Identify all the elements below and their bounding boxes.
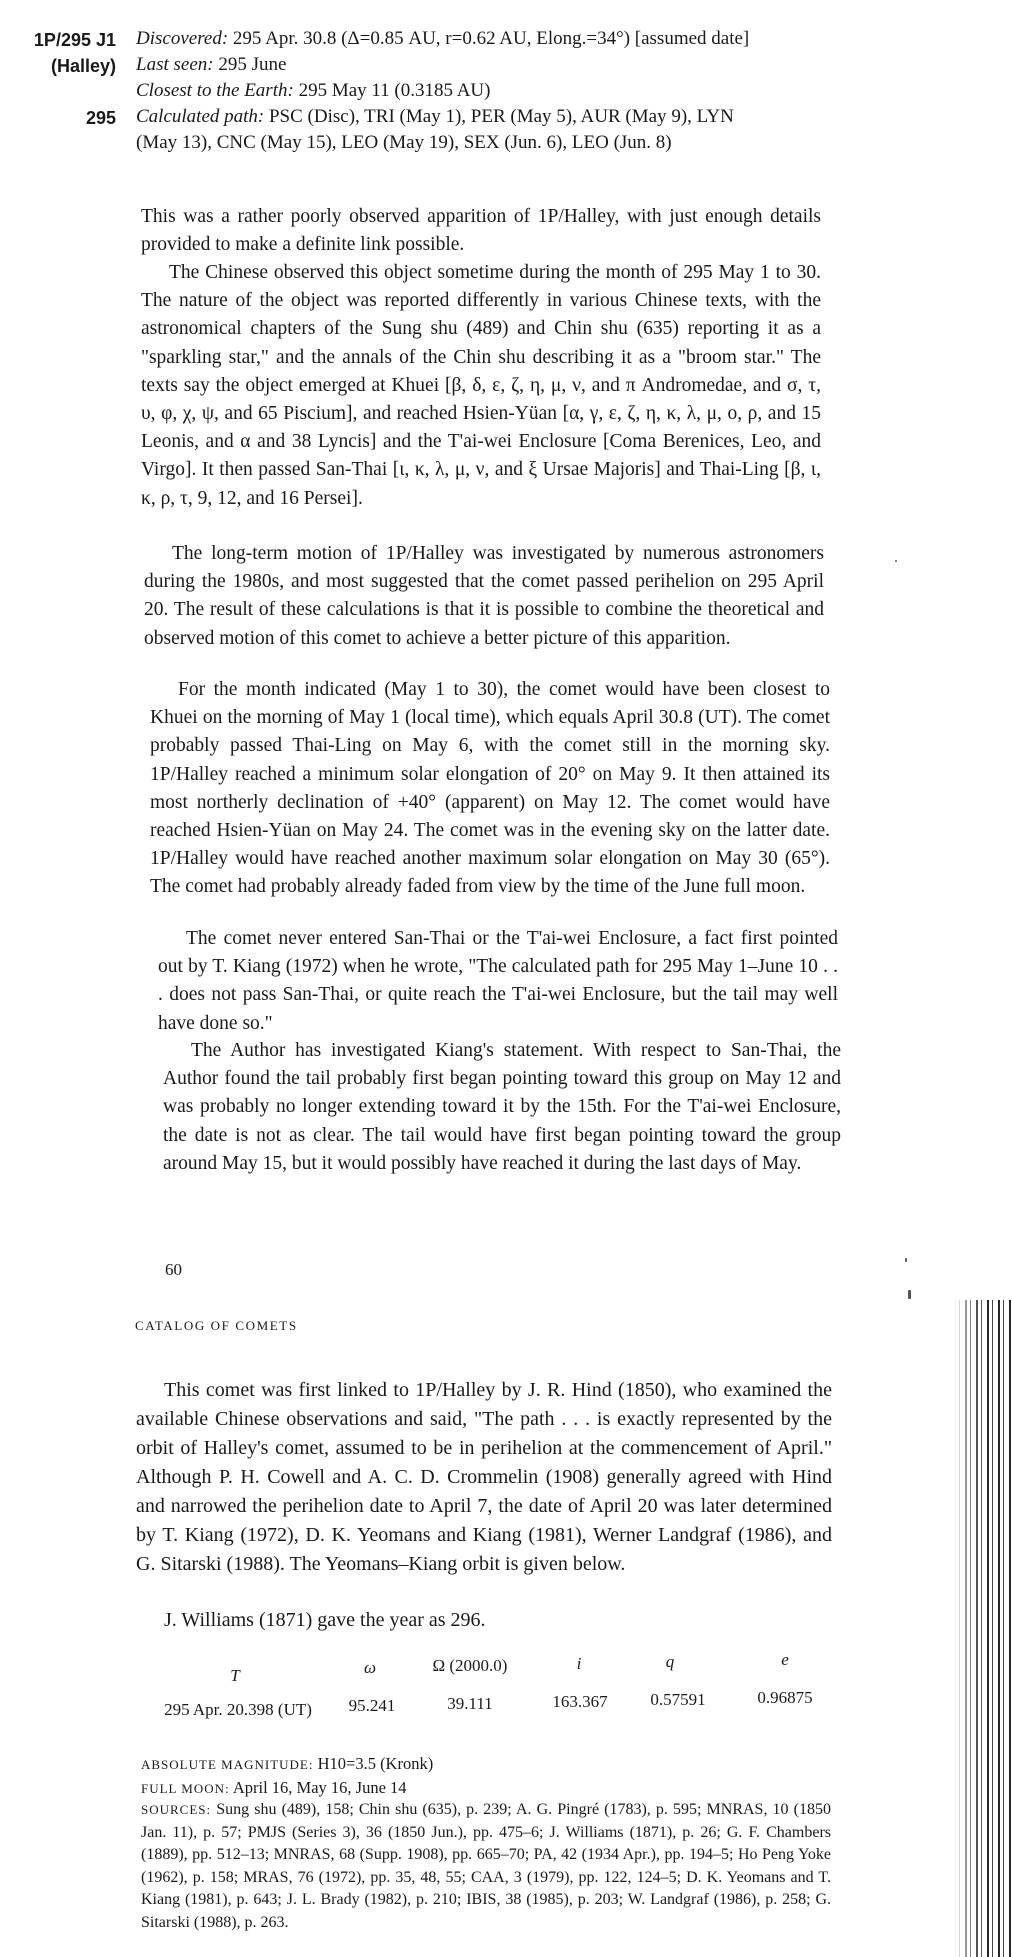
header-value: 295 Apr. 30.8 (Δ=0.85 AU, r=0.62 AU, Elong.=34°) [assumed date] — [228, 28, 750, 49]
comet-designation: 1P/295 J1 — [33, 30, 116, 50]
orbit-value: 163.367 — [552, 1692, 608, 1711]
note-value: April 16, May 16, June 14 — [229, 1778, 407, 1797]
full-moon — [141, 1776, 841, 1800]
comet-header — [0, 26, 960, 153]
note-value: Sung shu (489), 158; Chin shu (635), p. 239; A. G. Pingré (1783), p. 595; MNRAS, 10 (1850 Jan. 11), p. 57; PMJS (Series 3), 36 (1850 Jun.), pp. 475–6; J. Williams (1871), p. 26; G. F. Chambers (1889), pp. 512–13; MNRAS, 68 (Supp. 1908), pp. 665–70; PA, 42 (1934 Apr.), pp. 194–5; Ho Peng Yoke (1962), p. 158; MRAS, 76 (1972), pp. 35, 48, 55; CAA, 3 (1979), pp. 122, 124–5; D. K. Yeomans and T. Kiang (1981), p. 643; J. L. Brady (1982), p. 210; IBIS, 38 (1985), p. 203; W. Landgraf (1986), p. 258; G. Sitarski (1988), p. 263. — [141, 1801, 831, 1931]
header-discovered — [136, 26, 749, 52]
scan-speck — [895, 560, 897, 562]
header-label: Last seen: — [136, 54, 214, 75]
page-number: 60 — [165, 1260, 182, 1279]
comet-year: 295 — [85, 108, 116, 128]
header-label: Closest to the Earth: — [136, 80, 294, 101]
scan-edge-fade — [954, 1300, 1012, 1957]
note-label: SOURCES: — [141, 1802, 212, 1817]
header-value: 295 May 11 (0.3185 AU) — [293, 80, 491, 101]
body-paragraph: The comet never entered San-Thai or the T'ai-wei Enclosure, a fact first pointed out by T. Kiang (1972) when he wrote, "The calculated path for 295 May 1–June 10 . . . does not pass San-Thai, or quite reach the T'ai-wei Enclosure, but the tail may well have done so." — [158, 928, 838, 1034]
header-path-cont — [136, 130, 672, 156]
note-label: ABSOLUTE MAGNITUDE: — [141, 1757, 314, 1772]
header-value: PSC (Disc), TRI (May 1), PER (May 5), AUR (May 9), LYN — [264, 106, 734, 127]
body-paragraph: The Chinese observed this object sometime during the month of 295 May 1 to 30. The nature of the object was reported differently in various Chinese texts, with the astronomical chapters of the Sung shu (489) and Chin shu (635) reporting it as a "sparkling star," and the annals of the Chin shu describing it as a "broom star." The texts say the object emerged at Khuei [β, δ, ε, ζ, η, μ, ν, and π Andromedae, and σ, τ, υ, φ, χ, ψ, and 65 Piscium], and reached Hsien-Yüan [α, γ, ε, ζ, η, κ, λ, μ, ο, ρ, and 15 Leonis, and α and 38 Lyncis] and the T'ai-wei Enclosure [Coma Berenices, Leo, and Virgo]. It then passed San-Thai [ι, κ, λ, μ, ν, and ξ Ursae Majoris] and Thai-Ling [β, ι, κ, ρ, τ, 9, 12, and 16 Persei]. — [141, 262, 821, 509]
header-path — [136, 104, 734, 130]
orbit-value: 0.96875 — [757, 1688, 813, 1707]
header-last-seen — [136, 52, 286, 78]
scan-speck — [908, 1290, 911, 1299]
body-paragraph: This was a rather poorly observed apparition of 1P/Halley, with just enough details provided to make a definite link possible. — [141, 206, 821, 256]
note-value: H10=3.5 (Kronk) — [313, 1754, 434, 1773]
orbit-value: 95.241 — [348, 1696, 396, 1715]
body-paragraph: The long-term motion of 1P/Halley was investigated by numerous astronomers during the 1980s, and most suggested that the comet passed perihelion on 295 April 20. The result of these calculations is that it is possible to combine the theoretical and observed motion of this comet to achieve a better picture of this apparition. — [144, 543, 824, 649]
body-paragraph: The Author has investigated Kiang's statement. With respect to San-Thai, the Author found the tail probably first began pointing toward this group on May 12 and was probably no longer extending toward it by the 15th. For the T'ai-wei Enclosure, the date is not as clear. The tail would have first began pointing toward the group around May 15, but it would possibly have reached it during the last days of May. — [163, 1040, 841, 1174]
orbit-header: ω — [363, 1658, 376, 1677]
body-paragraph: J. Williams (1871) gave the year as 296. — [164, 1609, 486, 1631]
absolute-magnitude — [141, 1752, 841, 1776]
orbit-header: e — [781, 1650, 789, 1669]
orbit-value: 39.111 — [447, 1694, 493, 1713]
header-value: (May 13), CNC (May 15), LEO (May 19), SEX (Jun. 6), LEO (Jun. 8) — [136, 132, 672, 153]
orbit-value: 295 Apr. 20.398 (UT) — [164, 1700, 312, 1719]
note-label: FULL MOON: — [141, 1781, 230, 1796]
body-paragraph: This comet was first linked to 1P/Halley by J. R. Hind (1850), who examined the available Chinese observations and said, "The path . . . is exactly represented by the orbit of Halley's comet, assumed to be in perihelion at the commencement of April." Although P. H. Cowell and A. C. D. Crommelin (1908) generally agreed with Hind and narrowed the perihelion date to April 7, the date of April 20 was later determined by T. Kiang (1972), D. K. Yeomans and Kiang (1981), Werner Landgraf (1986), and G. Sitarski (1988). The Yeomans–Kiang orbit is given below. — [136, 1379, 832, 1575]
orbit-table — [0, 1650, 1012, 1734]
comet-name: (Halley) — [50, 56, 116, 76]
header-label: Discovered: — [136, 28, 229, 49]
orbit-header: q — [665, 1652, 675, 1671]
header-closest — [136, 78, 490, 104]
orbit-header: Ω (2000.0) — [432, 1656, 508, 1675]
sources — [141, 1799, 831, 1934]
scan-speck — [905, 1258, 907, 1262]
orbit-header: T — [230, 1666, 240, 1685]
orbit-value: 0.57591 — [650, 1690, 706, 1709]
orbit-header: i — [576, 1654, 582, 1673]
body-paragraph: For the month indicated (May 1 to 30), the comet would have been closest to Khuei on the morning of May 1 (local time), which equals April 30.8 (UT). The comet probably passed Thai-Ling on May 6, with the comet still in the morning sky. 1P/Halley reached a minimum solar elongation of 20° on May 9. It then attained its most northerly declination of +40° (apparent) on May 12. The comet would have reached Hsien-Yüan on May 24. The comet was in the evening sky on the latter date. 1P/Halley would have reached another maximum solar elongation on May 30 (65°). The comet had probably already faded from view by the time of the June full moon. — [150, 679, 830, 898]
header-value: 295 June — [213, 54, 287, 75]
header-label: Calculated path: — [136, 106, 265, 127]
running-head: CATALOG OF COMETS — [135, 1318, 298, 1333]
